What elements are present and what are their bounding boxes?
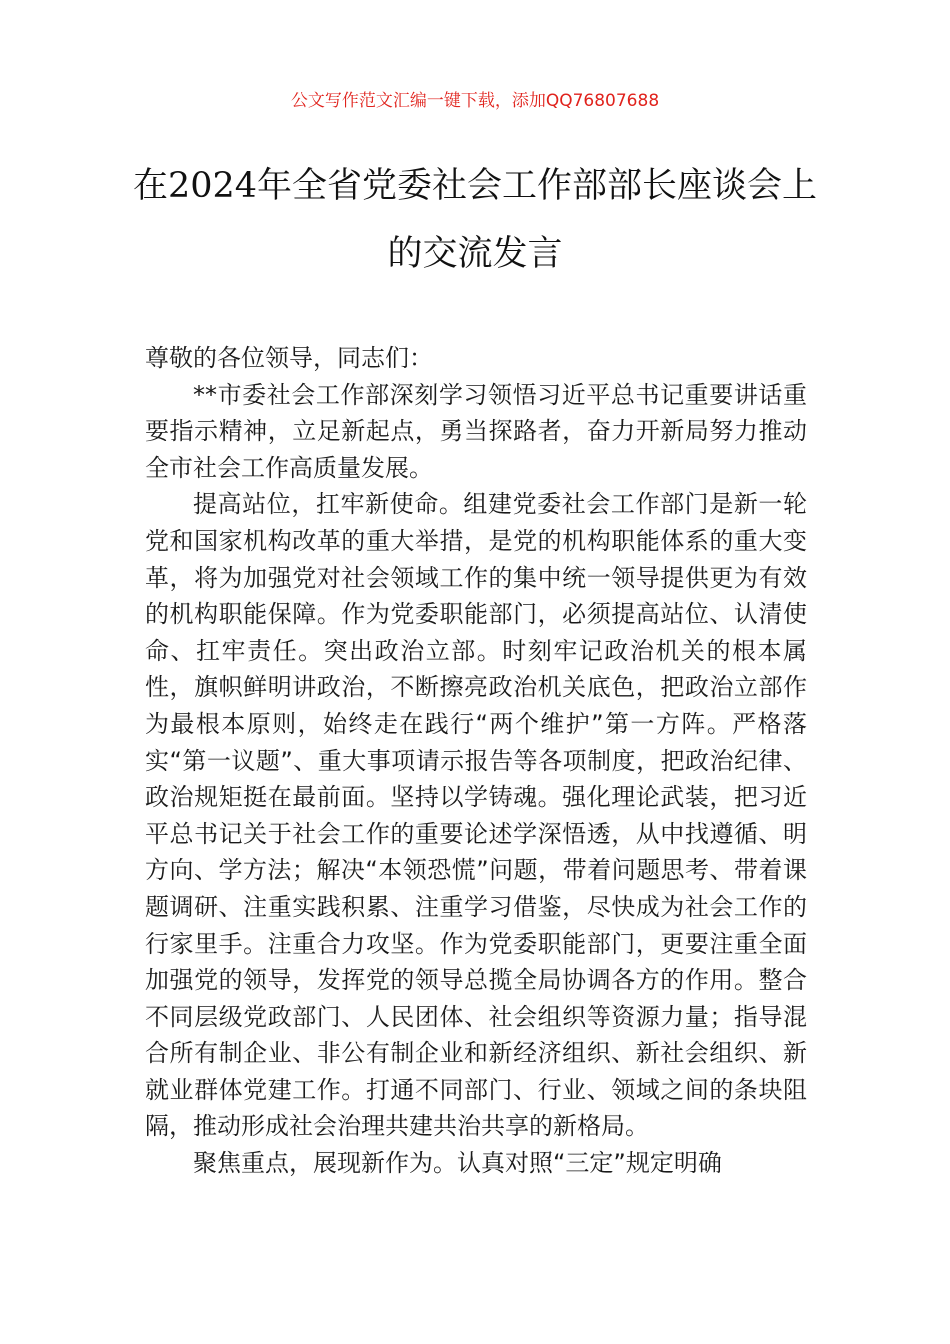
salutation: 尊敬的各位领导，同志们： — [145, 344, 433, 372]
paragraph-intro: **市委社会工作部深刻学习领悟习近平总书记重要讲话重要指示精神，立足新起点，勇当探路者，奋力开新局努力推动全市社会工作高质量发展。 — [145, 380, 807, 482]
document-body — [145, 340, 807, 1182]
paragraph-focus-priorities: 聚焦重点，展现新作为。认真对照“三定”规定明确 — [193, 1149, 722, 1178]
document-title: 在2024年全省党委社会工作部部长座谈会上的交流发言 — [132, 166, 818, 274]
download-promo-note: 公文写作范文汇编一键下载，添加QQ76807688 — [290, 91, 660, 111]
paragraph-raise-standing: 提高站位，扛牢新使命。组建党委社会工作部门是新一轮党和国家机构改革的重大举措，是党的机构职能体系的重大变革，将为加强党对社会领域工作的集中统一领导提供更为有效的机构职能保障。作为党委职能部门，必须提高站位、认清使命、扛牢责任。突出政治立部。时刻牢记政治机关的根本属性，旗帜鲜明讲政治，不断擦亮政治机关底色，把政治立部作为最根本原则，始终走在践行“两个维护”第一方阵。严格落实“第一议题”、重大事项请示报告等各项制度，把政治纪律、政治规矩挺在最前面。坚持以学铸魂。强化理论武装，把习近平总书记关于社会工作的重要论述学深悟透，从中找遵循、明方向、学方法；解决“本领恐慌”问题，带着问题思考、带着课题调研、注重实践积累、注重学习借鉴，尽快成为社会工作的行家里手。注重合力攻坚。作为党委职能部门，更要注重全面加强党的领导，发挥党的领导总揽全局协调各方的作用。整合不同层级党政部门、人民团体、社会组织等资源力量；指导混合所有制企业、非公有制企业和新经济组织、新社会组织、新就业群体党建工作。打通不同部门、行业、领域之间的条块阻隔，推动形成社会治理共建共治共享的新格局。 — [145, 490, 807, 1141]
